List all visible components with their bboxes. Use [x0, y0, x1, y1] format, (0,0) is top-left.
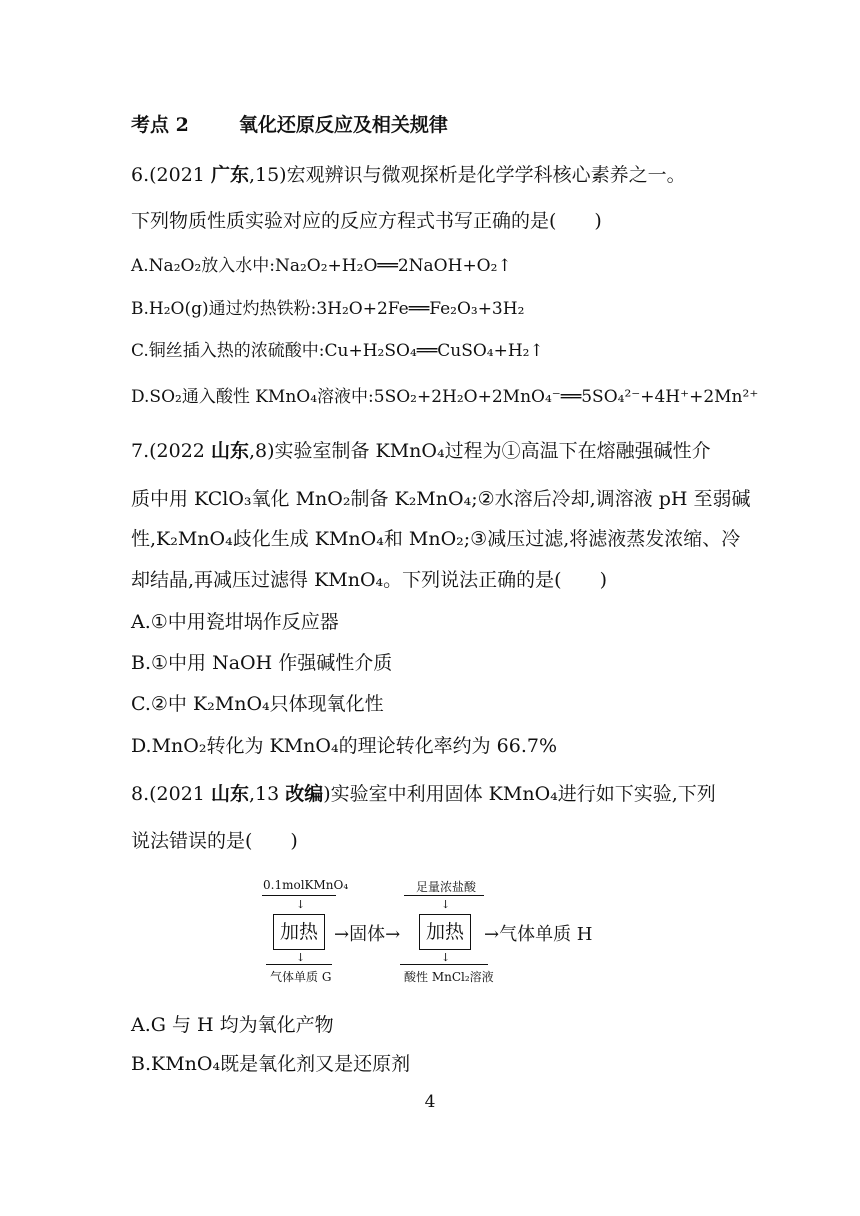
q6-option-a: A.Na₂O₂放入水中:Na₂O₂+H₂O══2NaOH+O₂↑	[131, 256, 512, 276]
q8-stem-text: )实验室中利用固体 KMnO₄进行如下实验,下列	[323, 783, 716, 805]
product1-line	[266, 964, 332, 965]
q7-number: 7.(2022	[131, 440, 211, 462]
q7-stem-line2: 质中用 KClO₃氧化 MnO₂制备 K₂MnO₄;②水溶后冷却,调溶液 pH 至弱碱	[131, 488, 751, 510]
q7-stem-line1	[131, 438, 711, 464]
down-arrow-icon: ↓	[296, 951, 306, 964]
section-heading	[131, 112, 448, 138]
q6-stem-text: ,15)宏观辨识与微观探析是化学学科核心素养之一。	[248, 164, 686, 186]
q8-option-b: B.KMnO₄既是氧化剂又是还原剂	[131, 1053, 411, 1075]
intermediate-solid-label: →固体→	[334, 924, 401, 945]
product2-line	[400, 964, 488, 965]
q6-province: 广东	[210, 164, 249, 186]
q8-stem-line2: 说法错误的是( )	[131, 830, 298, 852]
section-title: 氧化还原反应及相关规律	[238, 114, 448, 136]
q8-stem-line1	[131, 781, 716, 807]
q6-option-c: C.铜丝插入热的浓硫酸中:Cu+H₂SO₄══CuSO₄+H₂↑	[131, 341, 544, 361]
q7-option-b: B.①中用 NaOH 作强碱性介质	[131, 652, 393, 674]
reagent1-label: 0.1molKMnO₄	[263, 878, 349, 892]
q7-stem-text: ,8)实验室制备 KMnO₄过程为①高温下在熔融强碱性介	[248, 440, 711, 462]
q6-number: 6.(2021	[131, 164, 211, 186]
q8-source-index: ,13	[248, 783, 286, 805]
down-arrow-icon: ↓	[441, 898, 451, 911]
q8-adapted-tag: 改编	[285, 783, 324, 805]
q7-stem-line3: 性,K₂MnO₄歧化生成 KMnO₄和 MnO₂;③减压过滤,将滤液蒸发浓缩、冷	[131, 528, 741, 550]
reagent1-line	[262, 895, 336, 896]
heat-box-1: 加热	[273, 914, 325, 950]
section-label: 考点 2	[131, 114, 189, 136]
q7-option-d: D.MnO₂转化为 KMnO₄的理论转化率约为 66.7%	[131, 735, 557, 757]
down-arrow-icon: ↓	[296, 898, 306, 911]
down-arrow-icon: ↓	[441, 951, 451, 964]
q7-option-a: A.①中用瓷坩埚作反应器	[131, 611, 339, 633]
q7-option-c: C.②中 K₂MnO₄只体现氧化性	[131, 693, 384, 715]
q7-province: 山东	[210, 440, 249, 462]
q7-stem-line4: 却结晶,再减压过滤得 KMnO₄。下列说法正确的是( )	[131, 569, 607, 591]
q8-number: 8.(2021	[131, 783, 211, 805]
page-number: 4	[424, 1092, 436, 1112]
q6-stem-line2: 下列物质性质实验对应的反应方程式书写正确的是( )	[131, 210, 602, 232]
heat-box-2: 加热	[419, 914, 471, 950]
reagent2-line	[404, 895, 484, 896]
reagent2-label: 足量浓盐酸	[416, 880, 477, 894]
q6-option-b: B.H₂O(g)通过灼热铁粉:3H₂O+2Fe══Fe₂O₃+3H₂	[131, 299, 525, 319]
q6-stem-line1	[131, 162, 686, 188]
q8-province: 山东	[210, 783, 249, 805]
product2-label: 酸性 MnCl₂溶液	[404, 970, 494, 984]
product1-label: 气体单质 G	[270, 970, 332, 984]
q8-option-a: A.G 与 H 均为氧化产物	[131, 1014, 334, 1036]
q6-option-d: D.SO₂通入酸性 KMnO₄溶液中:5SO₂+2H₂O+2MnO₄⁻══5SO₄²⁻+4H⁺+2Mn²⁺	[131, 387, 759, 407]
gas-h-label: →气体单质 H	[484, 924, 593, 945]
